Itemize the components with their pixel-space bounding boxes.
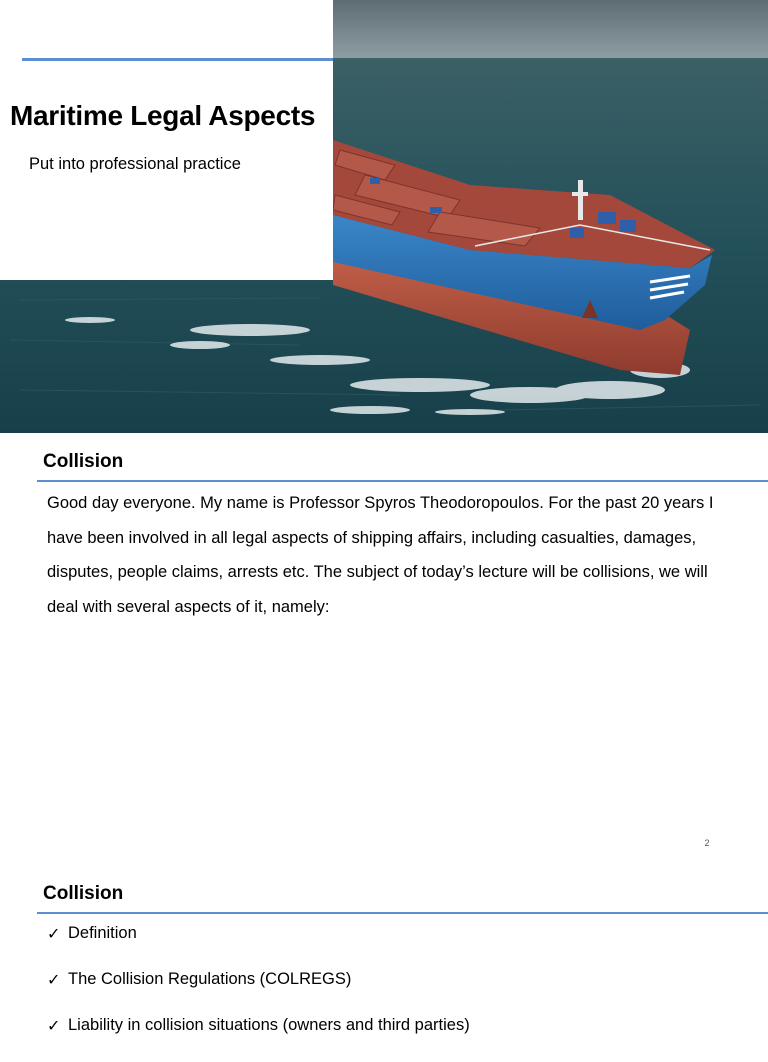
list-item-text: Definition — [68, 924, 137, 942]
slide-heading: Collision — [43, 451, 124, 472]
title-panel — [0, 0, 333, 280]
list-item-text: The Collision Regulations (COLREGS) — [68, 970, 352, 988]
introduction-slide — [0, 433, 768, 866]
checkmark-icon: ✓ — [47, 924, 61, 943]
title-slide — [0, 0, 768, 433]
list-item — [47, 1016, 747, 1062]
list-item — [47, 924, 747, 970]
list-item — [47, 970, 747, 1016]
topics-slide — [0, 866, 768, 1035]
intro-paragraph: Good day everyone. My name is Professor Spyros Theodoropoulos. For the past 20 years I have been involved in all legal aspects of shipping affairs, including casualties, damages, disputes, people claims, arrests etc. The subject of today’s lecture will be collisions, we will deal with several aspects of it, namely: — [47, 494, 714, 617]
title-divider — [22, 58, 333, 61]
page-title: Maritime Legal Aspects — [10, 100, 316, 131]
heading-divider — [37, 912, 768, 914]
checkmark-icon: ✓ — [47, 970, 61, 989]
page-subtitle: Put into professional practice — [29, 155, 241, 173]
page-number: 2 — [704, 838, 710, 848]
topic-list — [47, 924, 747, 1062]
slide-heading: Collision — [43, 883, 124, 904]
heading-divider — [37, 480, 768, 482]
checkmark-icon: ✓ — [47, 1016, 61, 1035]
list-item-text: Liability in collision situations (owners and third parties) — [68, 1016, 470, 1034]
